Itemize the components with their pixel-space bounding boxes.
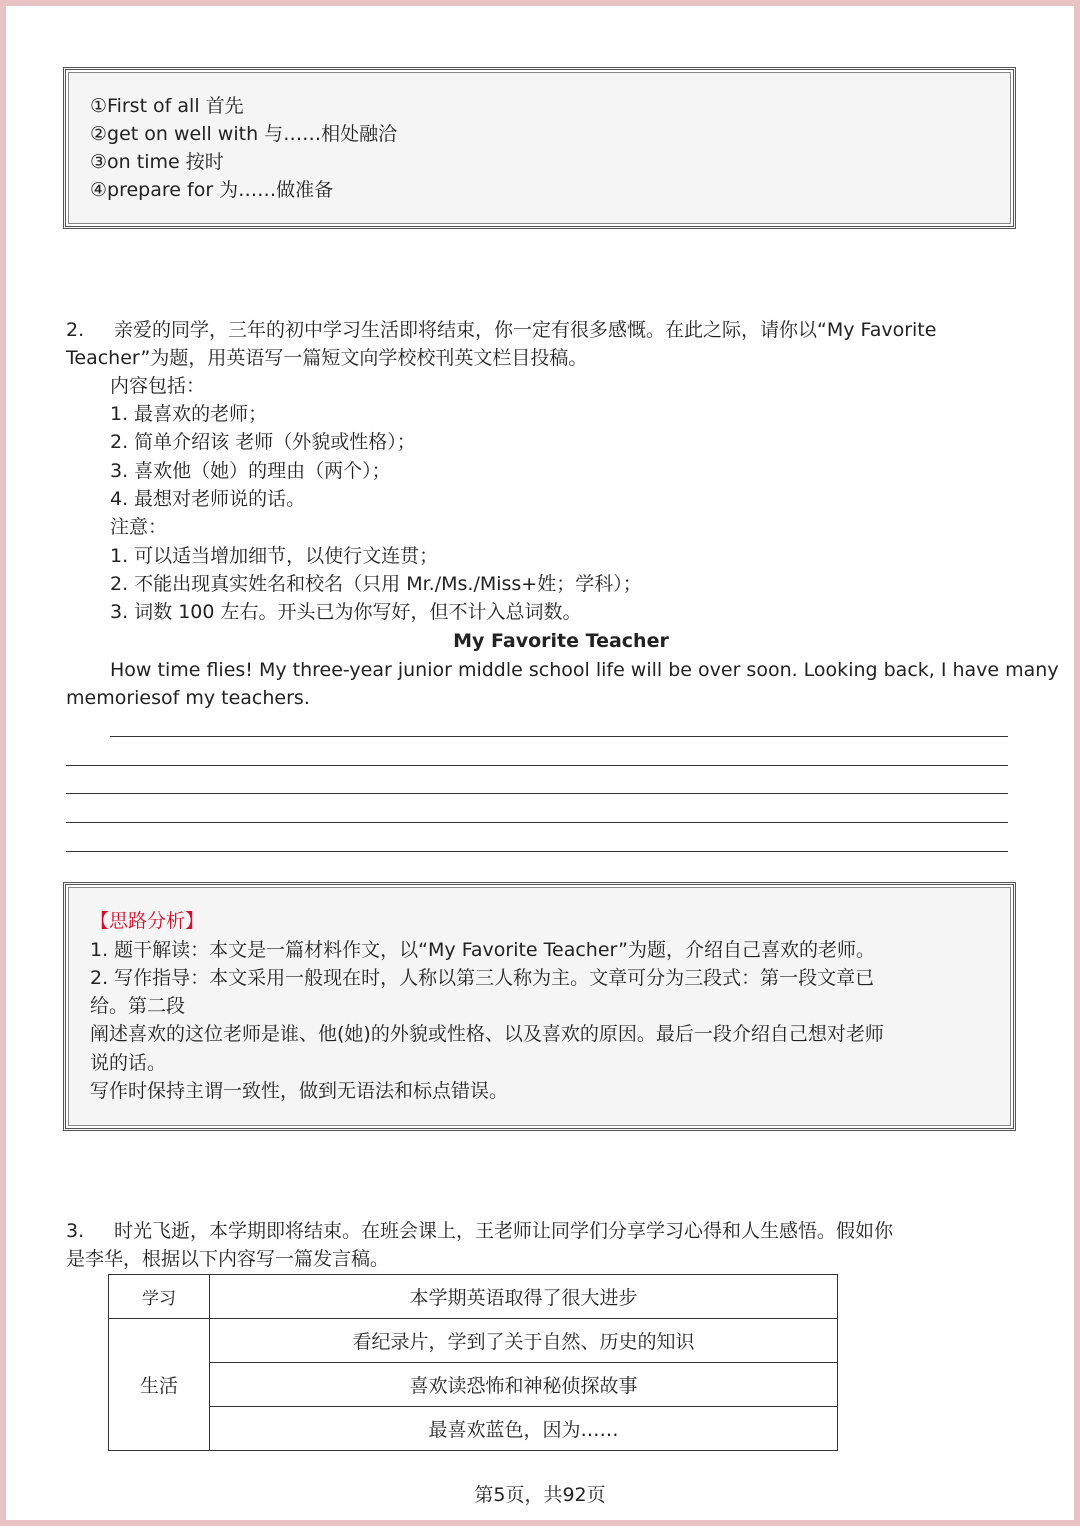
q3-prompt-line2: 是李华，根据以下内容写一篇发言稿。: [66, 1248, 390, 1270]
q2-content-item-1: 1. 最喜欢的老师；: [110, 403, 268, 425]
q2-prompt-line2: Teacher”为题，用英语写一篇短文向学校校刊英文栏目投稿。: [66, 347, 588, 369]
q3-prompt-line1: 时光飞逝，本学期即将结束。在班会课上，王老师让同学们分享学习心得和人生感悟。假如你: [114, 1220, 894, 1242]
answer-line-4[interactable]: [66, 822, 1008, 823]
answer-line-1[interactable]: [110, 736, 1008, 737]
essay-line-1: How time flies! My three-year junior middle school life will be over soon. Looking back, I have many: [110, 659, 1059, 681]
answer-line-5[interactable]: [66, 851, 1008, 852]
essay-title: My Favorite Teacher: [453, 630, 669, 652]
q2-content-item-2: 2. 简单介绍该 老师（外貌或性格）；: [110, 431, 416, 453]
phrase-2: ②get on well with 与……相处融洽: [90, 123, 398, 145]
analysis-line-3: 给。第二段: [90, 995, 186, 1017]
phrase-4: ④prepare for 为……做准备: [90, 179, 334, 201]
q3-table: [108, 1274, 838, 1451]
q3-number: 3.: [66, 1220, 85, 1242]
table-row: [109, 1319, 838, 1363]
q2-content-item-4: 4. 最想对老师说的话。: [110, 488, 306, 510]
analysis-line-2: 2. 写作指导：本文采用一般现在时，人称以第三人称为主。文章可分为三段式：第一段文章已: [90, 967, 875, 989]
phrase-1: ①First of all 首先: [90, 95, 244, 117]
answer-line-2[interactable]: [66, 765, 1008, 766]
row-value-life-2: 喜欢读恐怖和神秘侦探故事: [210, 1363, 838, 1407]
q2-note-1: 1. 可以适当增加细节，以使行文连贯；: [110, 545, 439, 567]
row-value-life-1: 看纪录片，学到了关于自然、历史的知识: [210, 1319, 838, 1363]
q2-content-heading: 内容包括：: [110, 375, 206, 397]
phrase-3: ③on time 按时: [90, 151, 224, 173]
table-row: [109, 1407, 838, 1451]
table-row: [109, 1363, 838, 1407]
q2-note-2: 2. 不能出现真实姓名和校名（只用 Mr./Ms./Miss+姓；学科）；: [110, 573, 642, 595]
row-value-life-3: 最喜欢蓝色，因为……: [210, 1407, 838, 1451]
essay-line-2: memoriesof my teachers.: [66, 687, 310, 709]
q2-content-item-3: 3. 喜欢他（她）的理由（两个）；: [110, 460, 391, 482]
q2-prompt-line1: 亲爱的同学，三年的初中学习生活即将结束，你一定有很多感慨。在此之际，请你以“My Favorite: [114, 319, 937, 341]
answer-line-3[interactable]: [66, 793, 1008, 794]
table-row: [109, 1275, 838, 1319]
q2-note-3: 3. 词数 100 左右。开头已为你写好，但不计入总词数。: [110, 601, 582, 623]
row-label-life: 生活: [109, 1319, 210, 1451]
q2-number: 2.: [66, 319, 85, 341]
page-footer: 第5页，共92页: [474, 1484, 606, 1506]
row-value-study: 本学期英语取得了很大进步: [210, 1275, 838, 1319]
q2-notes-heading: 注意：: [110, 516, 168, 538]
analysis-heading: 【思路分析】: [90, 910, 205, 932]
analysis-line-6: 写作时保持主谓一致性，做到无语法和标点错误。: [90, 1080, 509, 1102]
analysis-line-1: 1. 题干解读：本文是一篇材料作文，以“My Favorite Teacher”为题，介绍自己喜欢的老师。: [90, 939, 875, 961]
analysis-line-4: 阐述喜欢的这位老师是谁、他(她)的外貌或性格、以及喜欢的原因。最后一段介绍自己想对老师: [90, 1023, 884, 1045]
row-label-study: 学习: [109, 1275, 210, 1319]
analysis-line-5: 说的话。: [90, 1052, 167, 1074]
